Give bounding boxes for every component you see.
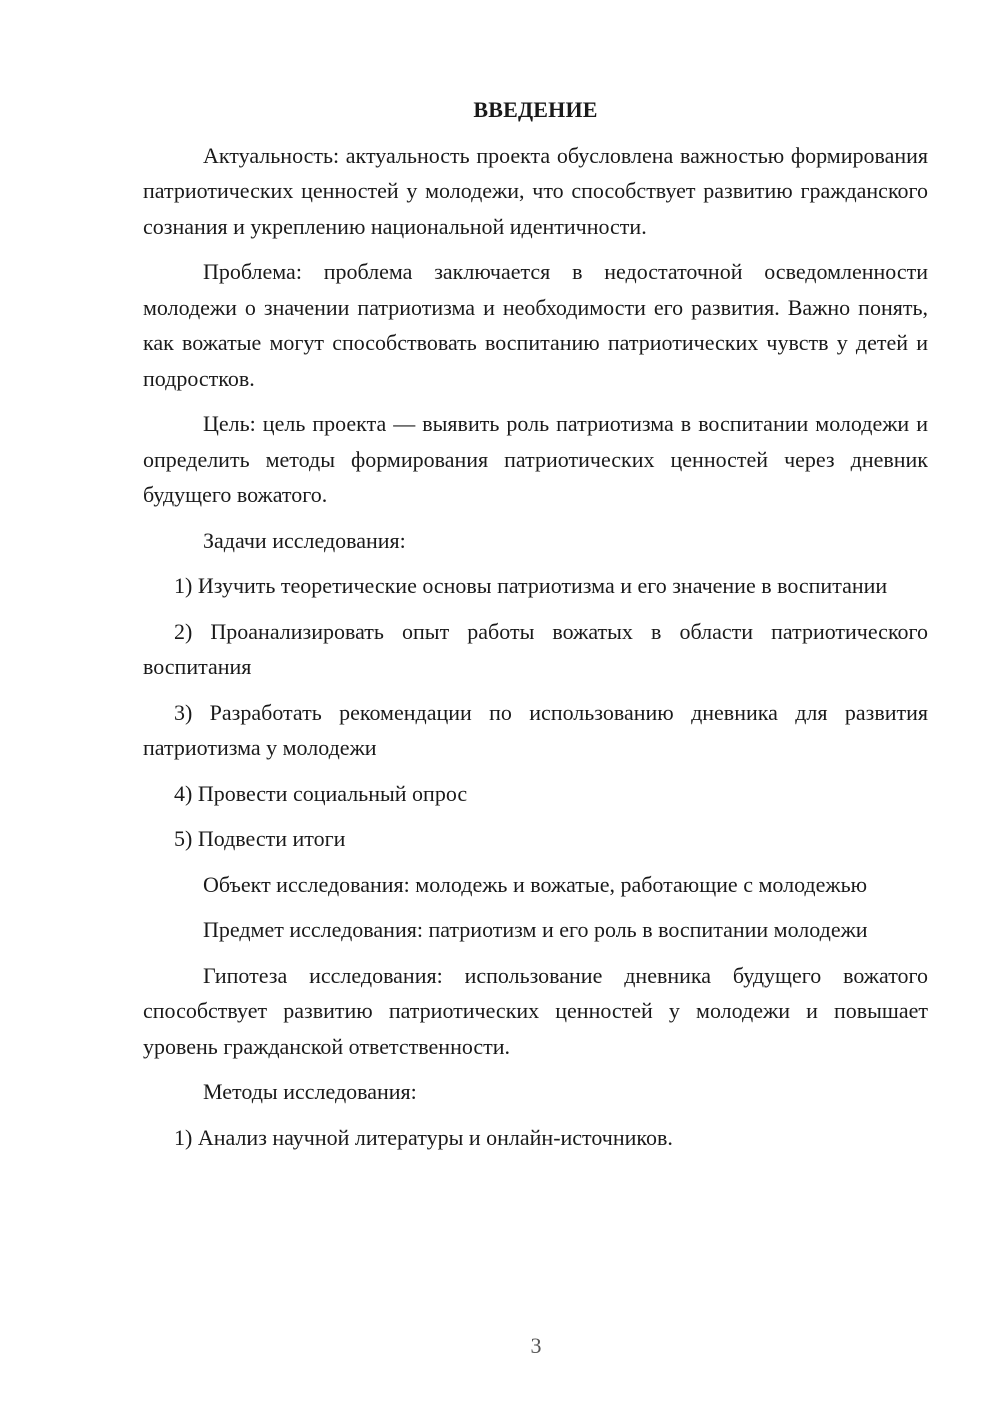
task-item: 4) Провести социальный опрос	[174, 780, 468, 806]
section-title: ВВЕДЕНИЕ	[473, 97, 598, 122]
subject-paragraph: Предмет исследования: патриотизм и его роль в воспитании молодежи	[203, 917, 868, 942]
document-page	[143, 92, 928, 1165]
task-item: 1) Изучить теоретические основы патриотизма и его значение в воспитании	[174, 573, 888, 598]
methods-heading: Методы исследования:	[203, 1079, 417, 1104]
method-item: 1) Анализ научной литературы и онлайн-источников.	[174, 1124, 673, 1150]
object-paragraph: Объект исследования: молодежь и вожатые, работающие с молодежью	[203, 871, 868, 897]
task-item: 5) Подвести итоги	[174, 826, 346, 851]
problem-paragraph: Проблема: проблема заключается в недостаточной осведомленности молодежи о значении патриотизма и необходимости его развития. Важно понять, как вожатые могут способствовать воспитанию патриотических чувств у детей и подростков.	[143, 259, 928, 391]
tasks-heading: Задачи исследования:	[203, 527, 406, 553]
task-item: 2) Проанализировать опыт работы вожатых в области патриотического воспитания	[143, 618, 928, 679]
task-item: 3) Разработать рекомендации по использованию дневника для развития патриотизма у молодежи	[143, 699, 928, 760]
page-number: 3	[530, 1333, 542, 1358]
hypothesis-paragraph: Гипотеза исследования: использование дневника будущего вожатого способствует развитию патриотических ценностей у молодежи и повышает уровень гражданской ответственности.	[143, 962, 928, 1059]
goal-paragraph: Цель: цель проекта — выявить роль патриотизма в воспитании молодежи и определить методы формирования патриотических ценностей через дневник будущего вожатого.	[143, 411, 928, 507]
relevance-paragraph: Актуальность: актуальность проекта обусловлена важностью формирования патриотических ценностей у молодежи, что способствует развитию гражданского сознания и укреплению национальной идентичности.	[143, 142, 928, 239]
